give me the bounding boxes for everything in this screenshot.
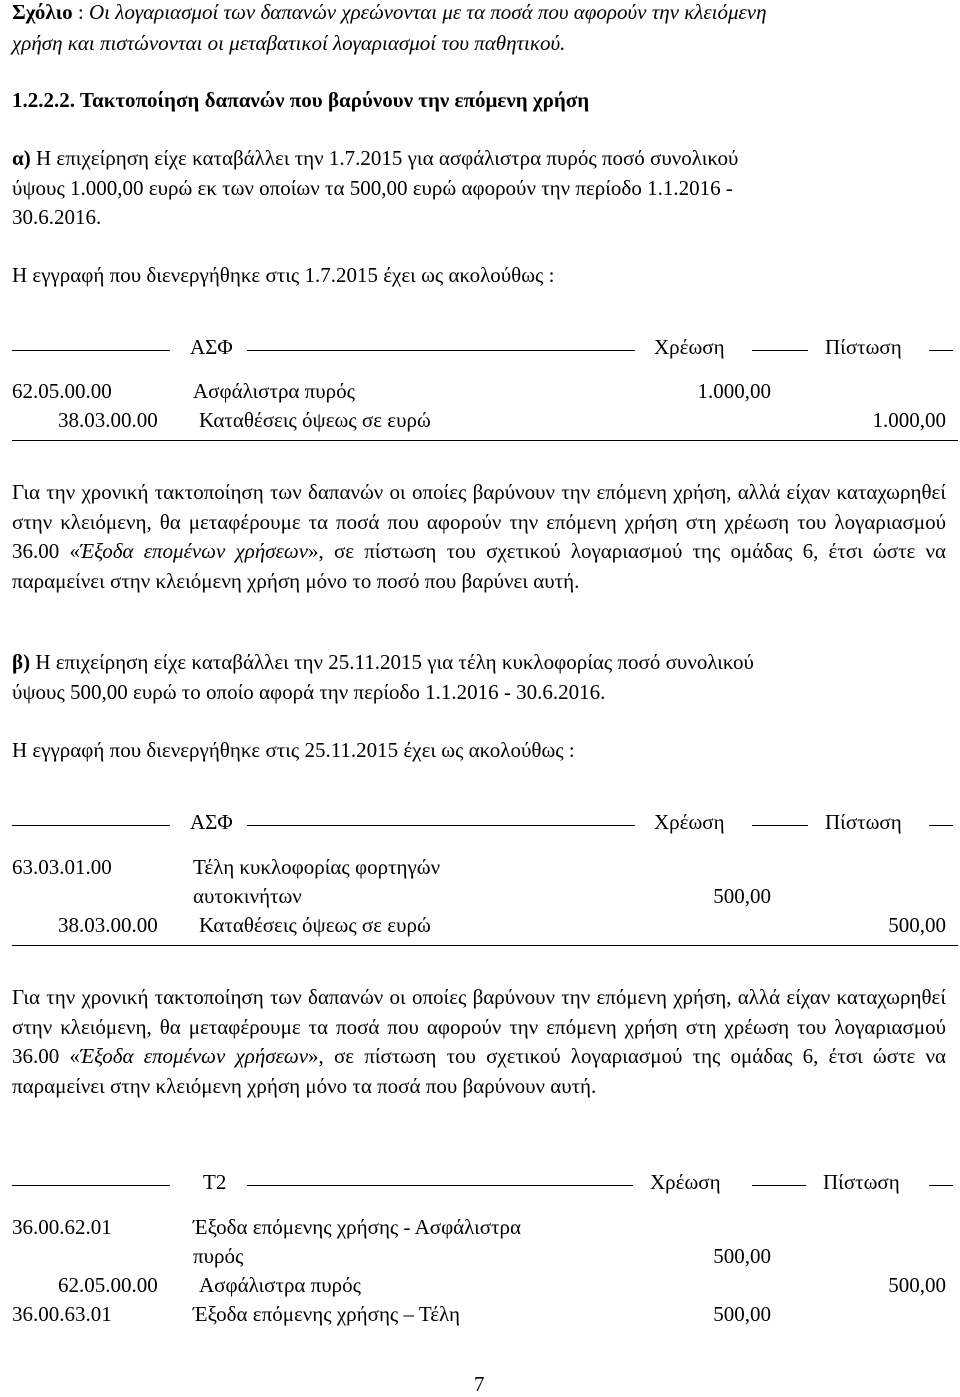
case-a-text-1: Η επιχείρηση είχε καταβάλλει την 1.7.2015 για ασφάλιστρα πυρός ποσό συνολικού	[35, 146, 739, 170]
journal-3-header-rule-left	[12, 1185, 170, 1186]
journal-2-header-rule-mid	[247, 825, 635, 826]
journal-2-debit-header: Χρέωση	[654, 810, 725, 834]
journal-1-row-2-credit: 1.000,00	[872, 408, 946, 432]
journal-3-header-rule-end	[929, 1185, 953, 1186]
journal-3-title: Τ2	[203, 1170, 227, 1194]
journal-1-header-rule-right	[752, 350, 808, 351]
comment-text-1: Οι λογαριασμοί των δαπανών χρεώνονται με τα ποσά που αφορούν την κλειόμενη	[89, 0, 767, 24]
journal-2-header-rule-right	[752, 825, 808, 826]
journal-1-credit-header: Πίστωση	[825, 335, 902, 359]
journal-3-row-2-desc: Ασφάλιστρα πυρός	[199, 1273, 361, 1297]
journal-3-header-rule-mid	[247, 1185, 633, 1186]
journal-1-row-1-debit: 1.000,00	[697, 379, 771, 403]
journal-2-bottom-rule	[12, 945, 958, 946]
journal-3-row-3-debit: 500,00	[713, 1302, 771, 1326]
journal-1-row-1-code: 62.05.00.00	[12, 379, 112, 403]
case-b-entry-intro: Η εγγραφή που διενεργήθηκε στις 25.11.2015 έχει ως ακολούθως :	[12, 738, 575, 762]
case-b-text-1: Η επιχείρηση είχε καταβάλλει την 25.11.2015 για τέλη κυκλοφορίας ποσό συνολικού	[35, 650, 754, 674]
journal-1-row-2-desc: Καταθέσεις όψεως σε ευρώ	[199, 408, 431, 432]
page-number: 7	[474, 1372, 485, 1396]
section-title: Τακτοποίηση δαπανών που βαρύνουν την επόμενη χρήση	[79, 88, 590, 112]
explanation-1-after: », σε πίστωση του σχετικού λογαριασμού της ομάδας 6, έτσι ώστε να παραμείνει στην κλειόμενη χρήση μόνο το ποσό που βαρύνει αυτή.	[12, 539, 946, 593]
explanation-2-after: », σε πίστωση του σχετικού λογαριασμού της ομάδας 6, έτσι ώστε να παραμείνει στην κλειόμενη χρήση μόνο τα ποσά που βαρύνουν αυτή.	[12, 1044, 946, 1098]
journal-3-row-2-code: 62.05.00.00	[58, 1273, 158, 1297]
case-b-text-2: ύψους 500,00 ευρώ το οποίο αφορά την περίοδο 1.1.2016 - 30.6.2016.	[12, 680, 606, 704]
case-a-label: α)	[12, 146, 31, 170]
journal-1-debit-header: Χρέωση	[654, 335, 725, 359]
journal-3-row-1-code: 36.00.62.01	[12, 1215, 112, 1239]
case-a-text-3: 30.6.2016.	[12, 205, 102, 229]
journal-3-row-2-credit: 500,00	[888, 1273, 946, 1297]
journal-2-row-1-desc: Τέλη κυκλοφορίας φορτηγών	[193, 855, 441, 879]
journal-3-row-1-desc: Έξοδα επόμενης χρήσης - Ασφάλιστρα	[193, 1215, 522, 1239]
journal-2-row-2-code: 38.03.00.00	[58, 913, 158, 937]
journal-3-row-3-code: 36.00.63.01	[12, 1302, 112, 1326]
journal-1-title: ΑΣΦ	[190, 335, 233, 359]
explanation-1-before: Για την χρονική τακτοποίηση των δαπανών οι οποίες βαρύνουν την επόμενη χρήση, αλλά είχαν καταχωρηθεί στην κλειόμενη, θα μεταφέρουμε τα ποσά που αφορούν την επόμενη χρήση στη χρέωση του λογαριασμού 36.00 «	[12, 480, 946, 563]
comment-line-1	[12, 0, 767, 25]
journal-3-row-1-debit: 500,00	[713, 1244, 771, 1268]
journal-2-row-2-desc: Καταθέσεις όψεως σε ευρώ	[199, 913, 431, 937]
journal-2-row-2-credit: 500,00	[888, 913, 946, 937]
case-b-label: β)	[12, 650, 31, 674]
comment-text-2: χρήση και πιστώνονται οι μεταβατικοί λογαριασμοί του παθητικού.	[12, 31, 566, 55]
journal-3-header-rule-right	[752, 1185, 806, 1186]
journal-2-credit-header: Πίστωση	[825, 810, 902, 834]
journal-3-row-1-desc-cont: πυρός	[193, 1244, 244, 1268]
journal-3-credit-header: Πίστωση	[823, 1170, 900, 1194]
journal-1-header-rule-left	[12, 350, 170, 351]
explanation-1	[12, 478, 946, 596]
explanation-2	[12, 983, 946, 1101]
comment-separator: :	[72, 0, 89, 24]
journal-1-row-2-code: 38.03.00.00	[58, 408, 158, 432]
section-number: 1.2.2.2.	[12, 88, 75, 112]
explanation-2-account: Έξοδα επομένων χρήσεων	[79, 1044, 309, 1068]
journal-2-header-rule-left	[12, 825, 170, 826]
journal-3-debit-header: Χρέωση	[650, 1170, 721, 1194]
journal-1-bottom-rule	[12, 440, 958, 441]
explanation-1-account: Έξοδα επομένων χρήσεων	[79, 539, 309, 563]
journal-3-row-3-desc: Έξοδα επόμενης χρήσης – Τέλη	[193, 1302, 461, 1326]
journal-2-row-1-debit: 500,00	[713, 884, 771, 908]
section-heading	[12, 88, 589, 113]
journal-2-row-1-desc-cont: αυτοκινήτων	[193, 884, 302, 908]
case-b-line-1	[12, 650, 754, 675]
journal-1-header-rule-mid	[247, 350, 635, 351]
journal-1-header-rule-end	[929, 350, 953, 351]
case-a-text-2: ύψους 1.000,00 ευρώ εκ των οποίων τα 500,00 ευρώ αφορούν την περίοδο 1.1.2016 -	[12, 176, 733, 200]
journal-2-row-1-code: 63.03.01.00	[12, 855, 112, 879]
case-a-line-1	[12, 146, 946, 171]
comment-label: Σχόλιο	[12, 0, 73, 24]
journal-1-row-1-desc: Ασφάλιστρα πυρός	[193, 379, 355, 403]
case-a-entry-intro: Η εγγραφή που διενεργήθηκε στις 1.7.2015 έχει ως ακολούθως :	[12, 263, 555, 287]
explanation-2-before: Για την χρονική τακτοποίηση των δαπανών οι οποίες βαρύνουν την επόμενη χρήση, αλλά είχαν καταχωρηθεί στην κλειόμενη, θα μεταφέρουμε τα ποσά που αφορούν την επόμενη χρήση στη χρέωση του λογαριασμού 36.00 «	[12, 985, 946, 1068]
journal-2-header-rule-end	[929, 825, 953, 826]
journal-2-title: ΑΣΦ	[190, 810, 233, 834]
